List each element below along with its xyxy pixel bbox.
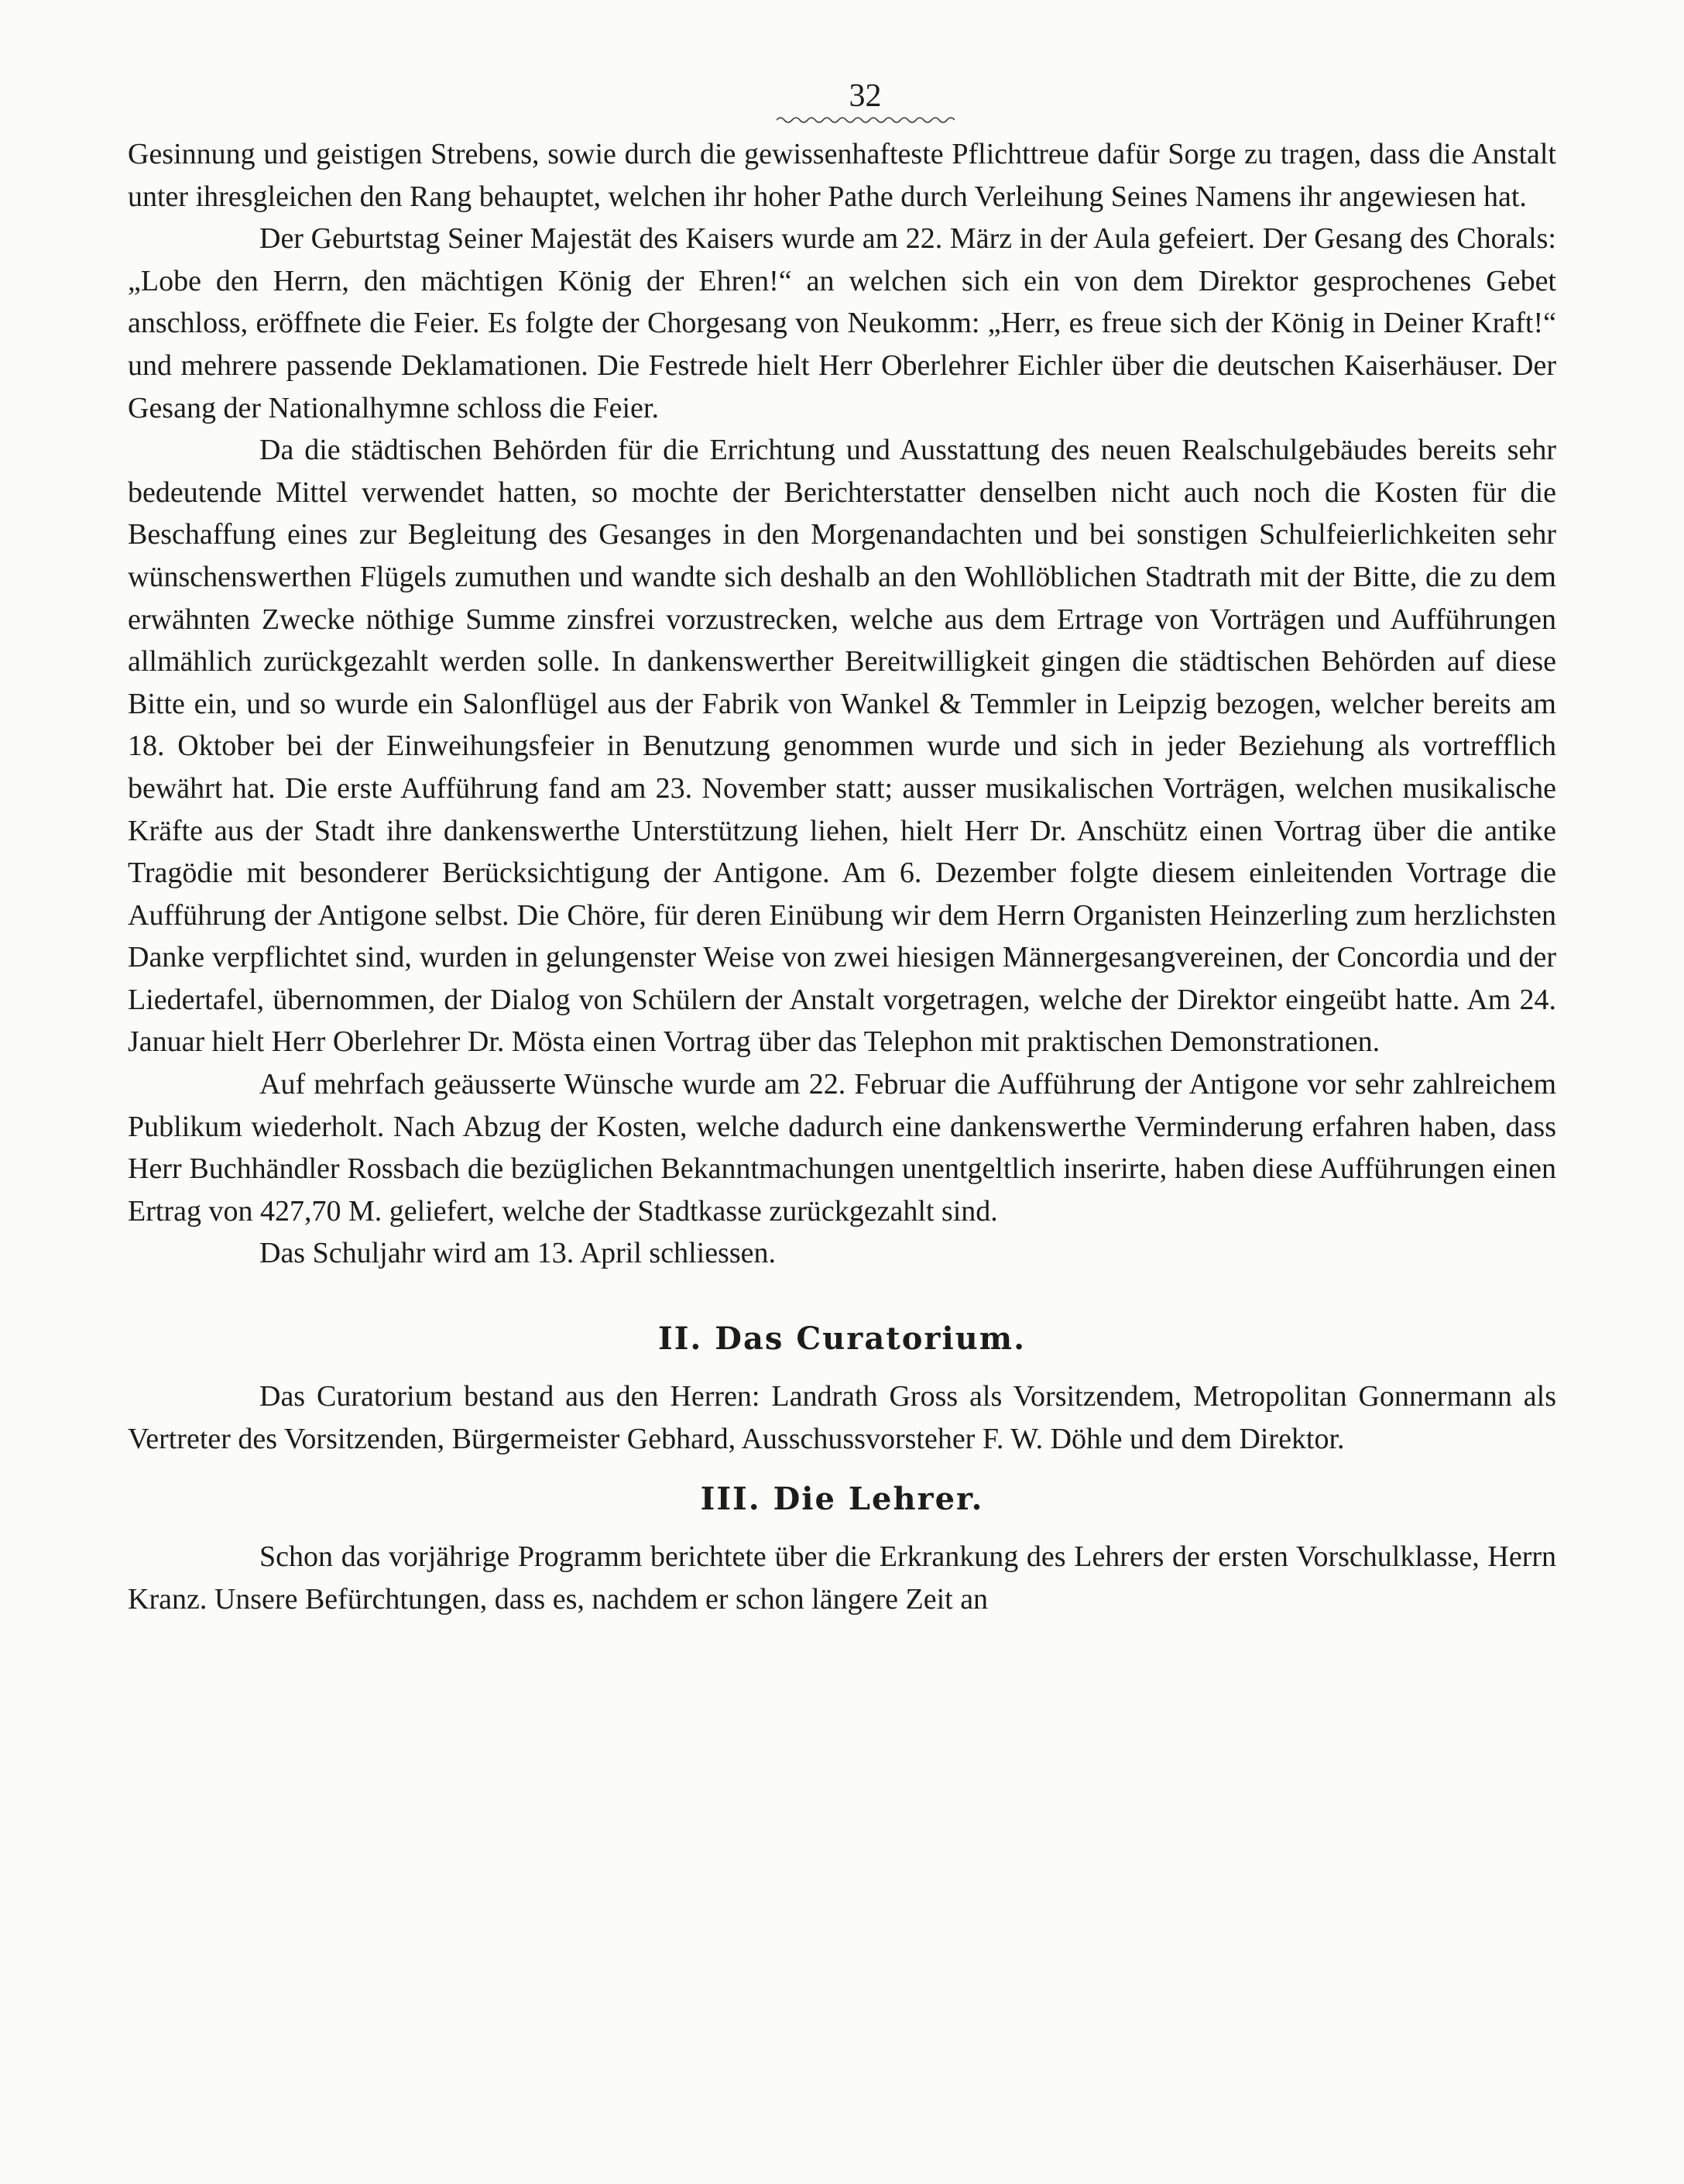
paragraph-schuljahr: Das Schuljahr wird am 13. April schliessen. — [259, 1237, 777, 1270]
paragraph-continuation: Gesinnung und geistigen Strebens, sowie durch die gewissenhafteste Pflichttreue dafür Sorge zu tragen, dass die Anstalt unter ihresgleichen den Rang behauptet, welchen ihr hoher Pathe durch Verleihung Seines Namens ihr angewiesen hat. — [128, 138, 1556, 213]
page-header — [174, 77, 1556, 125]
document-page — [128, 77, 1556, 1620]
wavy-rule-ornament — [777, 115, 955, 125]
paragraph-geburtstag: Der Geburtstag Seiner Majestät des Kaisers wurde am 22. März in der Aula gefeiert. Der Gesang des Chorals: „Lobe den Herrn, den mächtigen König der Ehren!“ an welchen sich ein von dem Direktor gesprochenes Gebet anschloss, eröffnete die Feier. Es folgte der Chorgesang von Neukomm: „Herr, es freue sich der König in Deiner Kraft!“ und mehrere passende Deklamationen. Die Festrede hielt Herr Oberlehrer Eichler über die deutschen Kaiserhäuser. Der Gesang der Nationalhymne schloss die Feier. — [128, 222, 1556, 424]
section-heading-curatorium: II. Das Curatorium. — [658, 1320, 1026, 1358]
paragraph-fluegel: Da die städtischen Behörden für die Errichtung und Ausstattung des neuen Realschulgebäudes bereits sehr bedeutende Mittel verwendet hatten, so mochte der Berichterstatter denselben nicht auch noch die Kosten für die Beschaffung eines zur Begleitung des Gesanges in den Morgenandachten und bei sonstigen Schulfeierlichkeiten sehr wünschenswerthen Flügels zumuthen und wandte sich deshalb an den Wohllöblichen Stadtrath mit der Bitte, die zu dem erwähnten Zwecke nöthige Summe zinsfrei vorzustrecken, welche aus dem Ertrage von Vorträgen und Aufführungen allmählich zurückgezahlt werden solle. In dankenswerther Bereitwilligkeit gingen die städtischen Behörden auf diese Bitte ein, und so wurde ein Salonflügel aus der Fabrik von Wankel & Temmler in Leipzig bezogen, welcher bereits am 18. Oktober bei der Einweihungsfeier in Benutzung genommen wurde und sich in jeder Beziehung als vortrefflich bewährt hat. Die erste Aufführung fand am 23. November statt; ausser musikalischen Vorträgen, welchen musikalische Kräfte aus der Stadt ihre dankenswerthe Unterstützung liehen, hielt Herr Dr. Anschütz einen Vortrag über die antike Tragödie mit besonderer Berücksichtigung der Antigone. Am 6. Dezember folgte diesem einleitenden Vortrage die Aufführung der Antigone selbst. Die Chöre, für deren Einübung wir dem Herrn Organisten Heinzerling zum herzlichsten Danke verpflichtet sind, wurden in gelungenster Weise von zwei hiesigen Männergesangvereinen, der Concordia und der Liedertafel, übernommen, der Dialog von Schülern der Anstalt vorgetragen, welche der Direktor eingeübt hatte. Am 24. Januar hielt Herr Oberlehrer Dr. Mösta einen Vortrag über das Telephon mit praktischen Demonstrationen. — [128, 434, 1556, 1059]
section-heading-lehrer: III. Die Lehrer. — [700, 1481, 984, 1518]
paragraph-curatorium: Das Curatorium bestand aus den Herren: Landrath Gross als Vorsitzendem, Metropolitan Gonnermann als Vertreter des Vorsitzenden, Bürgermeister Gebhard, Ausschussvorsteher F. W. Döhle und dem Direktor. — [128, 1380, 1556, 1455]
paragraph-lehrer: Schon das vorjährige Programm berichtete über die Erkrankung des Lehrers der ersten Vorschulklasse, Herrn Kranz. Unsere Befürchtungen, dass es, nachdem er schon längere Zeit an — [128, 1540, 1556, 1616]
paragraph-antigone: Auf mehrfach geäusserte Wünsche wurde am 22. Februar die Aufführung der Antigone vor sehr zahlreichem Publikum wiederholt. Nach Abzug der Kosten, welche dadurch eine dankenswerthe Verminderung erfahren haben, dass Herr Buchhändler Rossbach die bezüglichen Bekanntmachungen unentgeltlich inserirte, haben diese Aufführungen einen Ertrag von 427,70 M. geliefert, welche der Stadtkasse zurückgezahlt sind. — [128, 1068, 1556, 1228]
page-number: 32 — [849, 78, 882, 114]
